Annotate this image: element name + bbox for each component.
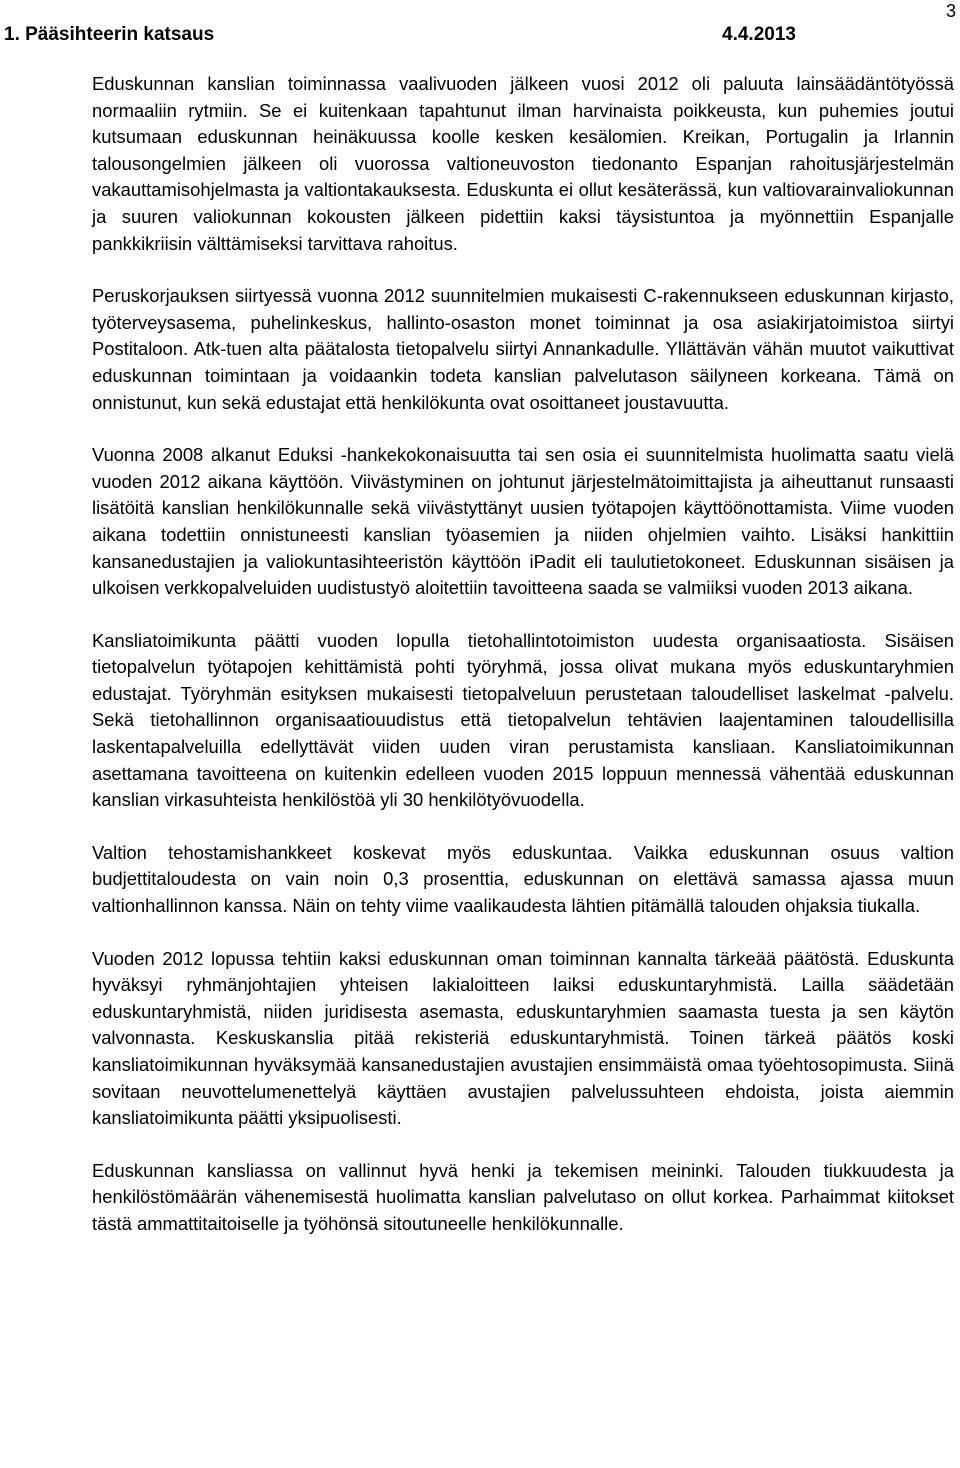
paragraph: Kansliatoimikunta päätti vuoden lopulla tietohallintotoimiston uudesta organisaatiosta. Sisäisen tietopalvelun työtapojen kehittämistä pohti työryhmä, jossa olivat mukana myös eduskuntaryhmien edustajat. Työryhmän esityksen mukaisesti tietopalveluun perustetaan taloudelliset laskelmat -palvelu. Sekä tietohallinnon organisaatiouudistus että tietopalvelun tehtävien laajentaminen taloudellisilla laskentapalveluilla edellyttävät viiden uuden viran perustamista kansliaan. Kansliatoimikunnan asettamana tavoitteena on kuitenkin edelleen vuoden 2015 loppuun mennessä vähentää eduskunnan kanslian virkasuhteista henkilöstöä yli 30 henkilötyövuodella. [92,629,954,811]
paragraph: Valtion tehostamishankkeet koskevat myös eduskuntaa. Vaikka eduskunnan osuus valtion budjettitaloudesta on vain noin 0,3 prosenttia, eduskunnan on elettävä samassa ajassa muun valtionhallinnon kanssa. Näin on tehty viime vaalikaudesta lähtien pitämällä talouden ohjaksia tiukalla. [92,841,954,917]
document-body [92,71,954,1264]
paragraph: Vuoden 2012 lopussa tehtiin kaksi eduskunnan oman toiminnan kannalta tärkeää päätöstä. Eduskunta hyväksyi ryhmänjohtajien yhteisen lakialoitteen laiksi eduskuntaryhmistä. Lailla säädetään eduskuntaryhmistä, niiden juridisesta asemasta, eduskuntaryhmien saamasta tuesta ja sen käytön valvonnasta. Keskuskanslia pitää rekisteriä eduskuntaryhmistä. Toinen tärkeä päätös koski kansliatoimikunnan hyväksymää kansanedustajien avustajien ensimmäistä omaa työehtosopimusta. Siinä sovitaan neuvottelumenettelyä käyttäen avustajien palvelussuhteen ehdoista, joista aiemmin kansliatoimikunta päätti yksipuolisesti. [92,947,954,1129]
header-date: 4.4.2013 [722,24,796,45]
page-number: 3 [945,1,956,21]
paragraph: Peruskorjauksen siirtyessä vuonna 2012 suunnitelmien mukaisesti C-rakennukseen eduskunnan kirjasto, työterveysasema, puhelinkeskus, hallinto-osaston monet toiminnat ja osa asiakirjatoimistoa siirtyi Postitaloon. Atk-tuen alta päätalosta tietopalvelu siirtyi Annankadulle. Yllättävän vähän muutot vaikuttivat eduskunnan toimintaan ja voidaankin todeta kanslian palvelutason säilyneen korkeana. Tämä on onnistunut, kun sekä edustajat että henkilökunta ovat osoittaneet joustavuutta. [92,285,954,413]
paragraph: Eduskunnan kansliassa on vallinnut hyvä henki ja tekemisen meininki. Talouden tiukkuudesta ja henkilöstömäärän vähenemisestä huolimatta kanslian palvelutaso on ollut korkea. Parhaimmat kiitokset tästä ammattitaitoiselle ja työhönsä sitoutuneelle henkilökunnalle. [92,1159,954,1234]
paragraph: Eduskunnan kanslian toiminnassa vaalivuoden jälkeen vuosi 2012 oli paluuta lainsäädäntötyössä normaaliin rytmiin. Se ei kuitenkaan tapahtunut ilman harvinaista poikkeusta, kun puhemies joutui kutsumaan eduskunnan heinäkuussa koolle kesken kesälomien. Kreikan, Portugalin ja Irlannin talousongelmien jälkeen oli vuorossa valtioneuvoston tiedonanto Espanjan rahoitusjärjestelmän vakauttamisohjelmasta ja valtiontakauksesta. Eduskunta ei ollut kesäterässä, kun valtiovarainvaliokunnan ja suuren valiokunnan kokousten jälkeen pidettiin kaksi täysistuntoa ja myönnettiin Espanjalle pankkikriisin välttämiseksi tarvittava rahoitus. [92,73,954,254]
paragraph: Vuonna 2008 alkanut Eduksi -hankekokonaisuutta tai sen osia ei suunnitelmista huolimatta saatu vielä vuoden 2012 aikana käyttöön. Viivästyminen on johtunut järjestelmätoimittajista ja aiheuttanut runsaasti lisätöitä kanslian henkilökunnalle sekä viivästyttänyt uusien työtapojen käyttöönottamista. Viime vuoden aikana todettiin onnistuneesti kanslian työasemien ja niiden ohjelmien vaihto. Lisäksi hankittiin kansanedustajien ja valiokuntasihteeristön käyttöön iPadit eli taulutietokoneet. Eduskunnan sisäisen ja ulkoisen verkkopalveluiden uudistustyö aloitettiin tavoitteena saada se valmiiksi vuoden 2013 aikana. [92,444,954,599]
section-title: 1. Pääsihteerin katsaus [4,24,215,45]
